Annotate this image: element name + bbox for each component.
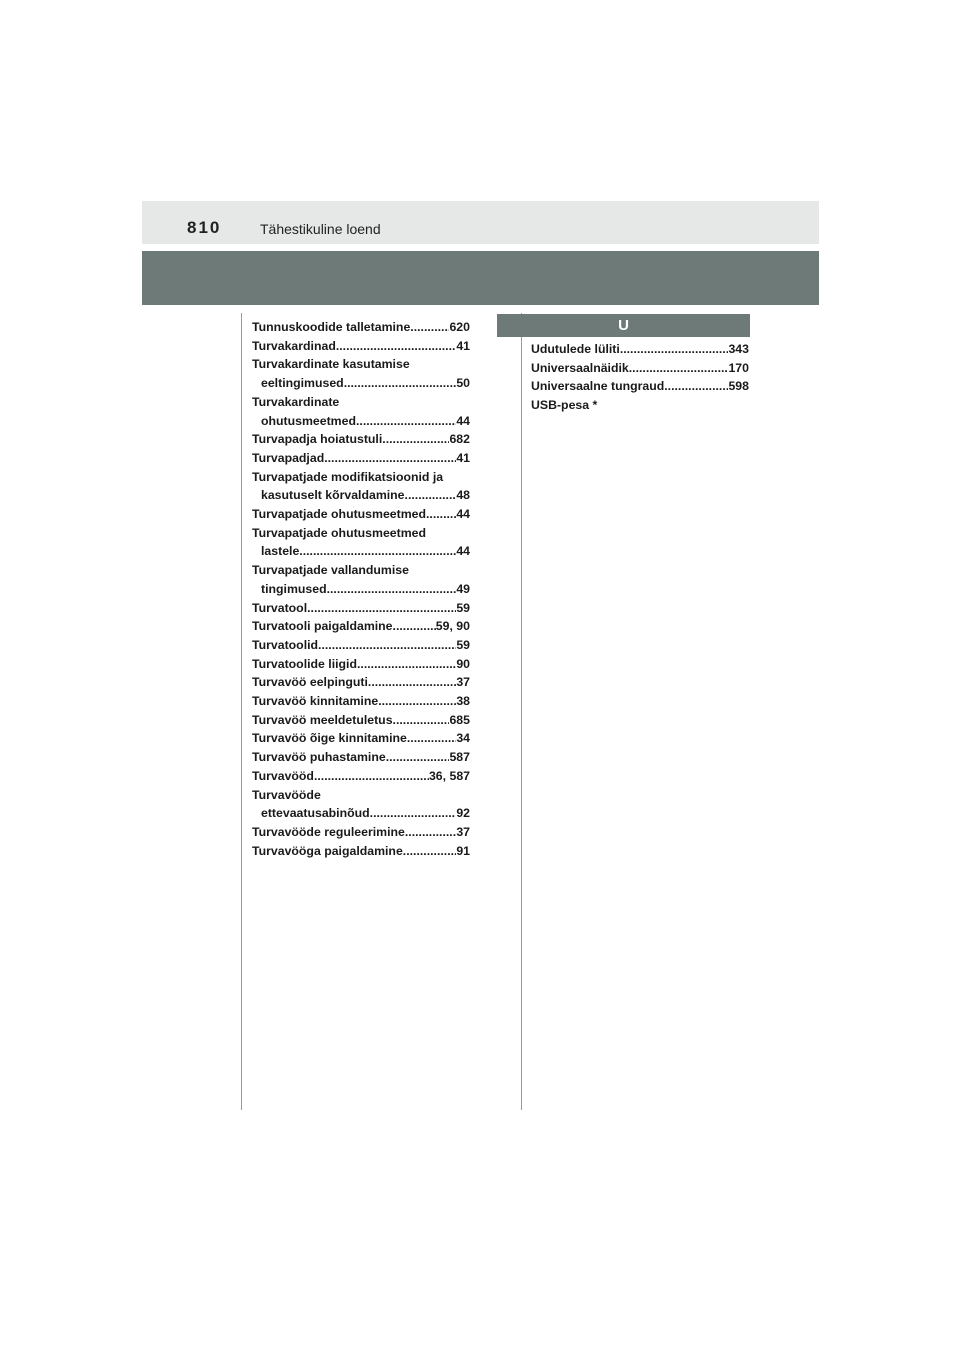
page-header <box>142 201 819 244</box>
entry-page-ref: 620 <box>449 320 470 334</box>
index-entry <box>252 655 470 674</box>
entry-label: ettevaatusabinõud <box>261 806 370 821</box>
entry-label: Turvavööde <box>252 787 321 802</box>
entry-label: kasutuselt kõrvaldamine <box>261 488 405 503</box>
leader-dots <box>629 359 729 378</box>
index-entry <box>252 767 470 786</box>
entry-label: Turvavöö puhastamine <box>252 750 386 765</box>
entry-label: lastele <box>261 544 300 559</box>
entry-page-ref: 34 <box>456 731 470 746</box>
leader-dots <box>307 599 456 618</box>
leader-dots <box>403 842 457 861</box>
entry-label: Turvavöö õige kinnitamine <box>252 731 407 746</box>
leader-dots <box>405 486 457 505</box>
index-entry <box>252 786 470 805</box>
index-entry <box>252 711 470 730</box>
index-entry <box>252 524 470 543</box>
index-entry <box>531 377 749 396</box>
leader-dots <box>410 318 449 337</box>
index-entry <box>252 599 470 618</box>
entry-label: Universaalne tungraud <box>531 379 665 394</box>
entry-label: tingimused <box>261 581 327 596</box>
leader-dots <box>356 412 456 431</box>
entry-label: USB-pesa * <box>531 398 598 413</box>
index-entry <box>252 355 470 374</box>
section-title: Tähestikuline loend <box>260 221 381 237</box>
index-entry <box>252 804 470 823</box>
entry-page-ref: 44 <box>456 544 470 559</box>
entry-page-ref: 44 <box>456 507 470 522</box>
entry-label: Tunnuskoodide talletamine <box>252 320 411 334</box>
entry-label: Turvapatjade ohutusmeetmed <box>252 507 427 522</box>
leader-dots <box>368 673 456 692</box>
index-entry <box>252 842 470 861</box>
entry-page-ref: 170 <box>728 360 749 375</box>
index-entry <box>252 505 470 524</box>
entry-page-ref: 48 <box>456 488 470 503</box>
leader-dots <box>426 505 456 524</box>
index-entry <box>252 673 470 692</box>
entry-label: Turvatooli paigaldamine <box>252 619 393 634</box>
leader-dots <box>393 617 436 636</box>
index-entry <box>252 748 470 767</box>
entry-label: Turvakardinad <box>252 338 336 353</box>
index-entry <box>252 374 470 393</box>
entry-page-ref: 92 <box>456 806 470 821</box>
entry-page-ref: 50 <box>456 376 470 391</box>
entry-page-ref: 598 <box>728 379 749 394</box>
leader-dots <box>378 692 456 711</box>
leader-dots <box>318 636 456 655</box>
index-entry <box>252 580 470 599</box>
index-entry <box>252 430 470 449</box>
entry-label: Turvavööde reguleerimine <box>252 824 405 839</box>
entry-page-ref: 59 <box>456 600 470 615</box>
entry-label: eeltingimused <box>261 376 344 391</box>
header-band <box>142 251 819 305</box>
leader-dots <box>407 729 456 748</box>
index-column-right <box>531 340 749 415</box>
entry-page-ref: 44 <box>456 413 470 428</box>
entry-label: Udutulede lüliti <box>531 342 620 356</box>
entry-page-ref: 587 <box>449 750 470 765</box>
entry-label: Turvapatjade ohutusmeetmed <box>252 525 427 540</box>
entry-label: Turvapadjad <box>252 450 325 465</box>
column-divider-left <box>241 313 242 1110</box>
index-entry <box>531 359 749 378</box>
entry-label: Turvavöö eelpinguti <box>252 675 368 690</box>
leader-dots <box>382 430 449 449</box>
entry-page-ref: 682 <box>449 432 470 447</box>
index-entry <box>252 729 470 748</box>
entry-page-ref: 41 <box>456 338 470 353</box>
index-entry <box>252 617 470 636</box>
leader-dots <box>664 377 728 396</box>
entry-page-ref: 59, 90 <box>435 619 470 634</box>
entry-page-ref: 37 <box>456 675 470 690</box>
index-entry <box>531 340 749 359</box>
entry-label: Turvatoolide liigid <box>252 656 357 671</box>
entry-page-ref: 38 <box>456 694 470 709</box>
index-entry <box>531 396 749 415</box>
index-entry <box>252 393 470 412</box>
entry-page-ref: 37 <box>456 824 470 839</box>
index-entry <box>252 692 470 711</box>
index-entry <box>252 318 470 337</box>
entry-page-ref: 36, 587 <box>428 768 470 783</box>
leader-dots <box>344 374 457 393</box>
entry-label: Turvatoolid <box>252 637 319 652</box>
index-entry <box>252 486 470 505</box>
letter-heading: U <box>497 314 750 337</box>
entry-label: Universaalnäidik <box>531 360 629 375</box>
index-entry <box>252 636 470 655</box>
leader-dots <box>405 823 456 842</box>
leader-dots <box>299 542 456 561</box>
entry-label: Turvapatjade vallandumise <box>252 563 409 578</box>
entry-page-ref: 343 <box>728 342 749 356</box>
entry-page-ref: 59 <box>456 637 470 652</box>
leader-dots <box>357 655 456 674</box>
leader-dots <box>393 711 450 730</box>
entry-label: Turvakardinate kasutamise <box>252 357 410 372</box>
entry-label: Turvapatjade modifikatsioonid ja <box>252 469 444 484</box>
leader-dots <box>336 337 456 356</box>
index-column-left <box>252 318 470 860</box>
index-entry <box>252 449 470 468</box>
entry-label: Turvavöö meeldetuletus <box>252 712 393 727</box>
leader-dots <box>620 340 729 359</box>
entry-page-ref: 41 <box>456 450 470 465</box>
entry-label: Turvakardinate <box>252 394 340 409</box>
page-number: 810 <box>187 218 222 237</box>
entry-page-ref: 91 <box>456 843 470 858</box>
entry-label: Turvavöö kinnitamine <box>252 694 379 709</box>
index-entry <box>252 468 470 487</box>
entry-page-ref: 49 <box>456 581 470 596</box>
leader-dots <box>314 767 429 786</box>
leader-dots <box>327 580 457 599</box>
leader-dots <box>370 804 457 823</box>
index-entry <box>252 412 470 431</box>
column-divider-right <box>521 313 522 1110</box>
entry-page-ref: 90 <box>456 656 470 671</box>
entry-label: Turvatool <box>252 600 308 615</box>
index-entry <box>252 337 470 356</box>
leader-dots <box>324 449 456 468</box>
index-entry <box>252 561 470 580</box>
entry-label: Turvavööga paigaldamine <box>252 843 403 858</box>
index-entry <box>252 823 470 842</box>
index-entry <box>252 542 470 561</box>
entry-label: Turvavööd <box>252 768 314 783</box>
entry-page-ref: 685 <box>449 712 470 727</box>
entry-label: Turvapadja hoiatustuli <box>252 432 383 447</box>
entry-label: ohutusmeetmed <box>261 413 356 428</box>
leader-dots <box>386 748 450 767</box>
